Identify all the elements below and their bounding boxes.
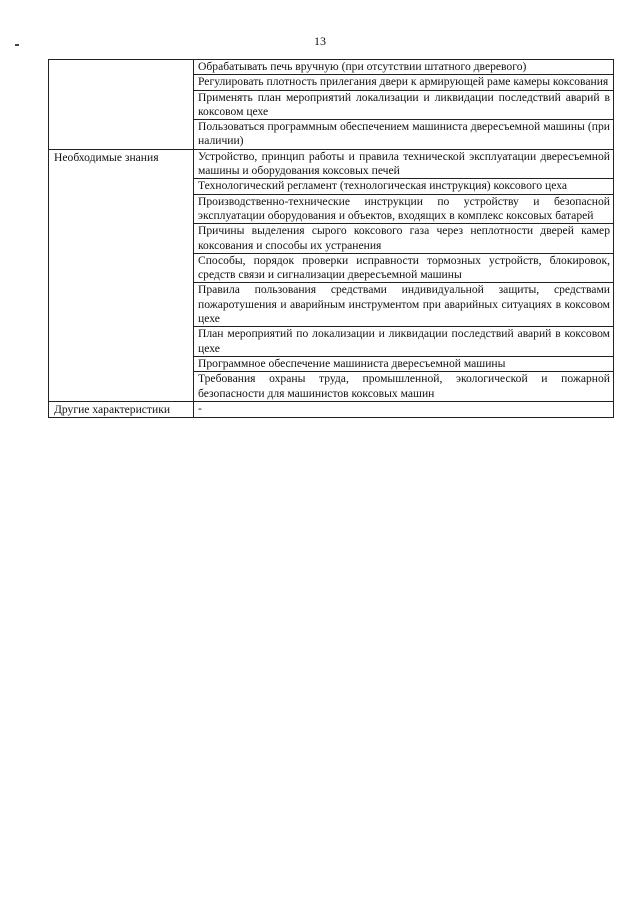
skill-item: Применять план мероприятий локализации и ликвидации последствий аварий в коксовом цехе <box>194 90 614 120</box>
skill-item: Пользоваться программным обеспечением машиниста двересъемной машины (при наличии) <box>194 120 614 150</box>
knowledge-item: Устройство, принцип работы и правила технической эксплуатации двересъемной машины и оборудования коксовых печей <box>194 149 614 179</box>
knowledge-item: Программное обеспечение машиниста двересъемной машины <box>194 356 614 371</box>
continuation-label-cell <box>49 60 194 150</box>
other-characteristics-value: - <box>194 401 614 417</box>
knowledge-item: Правила пользования средствами индивидуальной защиты, средствами пожаротушения и аварийным инструментом при аварийных ситуациях в коксовом цехе <box>194 283 614 327</box>
table-row <box>49 60 614 75</box>
table-row <box>49 401 614 417</box>
skill-item: Регулировать плотность прилегания двери к армирующей раме камеры коксования <box>194 75 614 90</box>
page-number: 13 <box>314 34 326 48</box>
skill-item: Обрабатывать печь вручную (при отсутствии штатного дверевого) <box>194 60 614 75</box>
knowledge-item: Причины выделения сырого коксового газа через неплотности дверей камер коксования и способы их устранения <box>194 224 614 254</box>
table-row <box>49 149 614 179</box>
qualification-table <box>48 59 614 418</box>
knowledge-item: План мероприятий по локализации и ликвидации последствий аварий в коксовом цехе <box>194 327 614 357</box>
scan-artifact <box>15 44 19 46</box>
other-characteristics-label: Другие характеристики <box>49 401 194 417</box>
knowledge-item: Производственно-технические инструкции по устройству и безопасной эксплуатации оборудования и объектов, входящих в комплекс коксовых батарей <box>194 194 614 224</box>
knowledge-item: Способы, порядок проверки исправности тормозных устройств, блокировок, средств связи и сигнализации двересъемной машины <box>194 253 614 283</box>
knowledge-item: Требования охраны труда, промышленной, экологической и пожарной безопасности для машинистов коксовых машин <box>194 372 614 402</box>
knowledge-item: Технологический регламент (технологическая инструкция) коксового цеха <box>194 179 614 194</box>
knowledge-label: Необходимые знания <box>49 149 194 401</box>
